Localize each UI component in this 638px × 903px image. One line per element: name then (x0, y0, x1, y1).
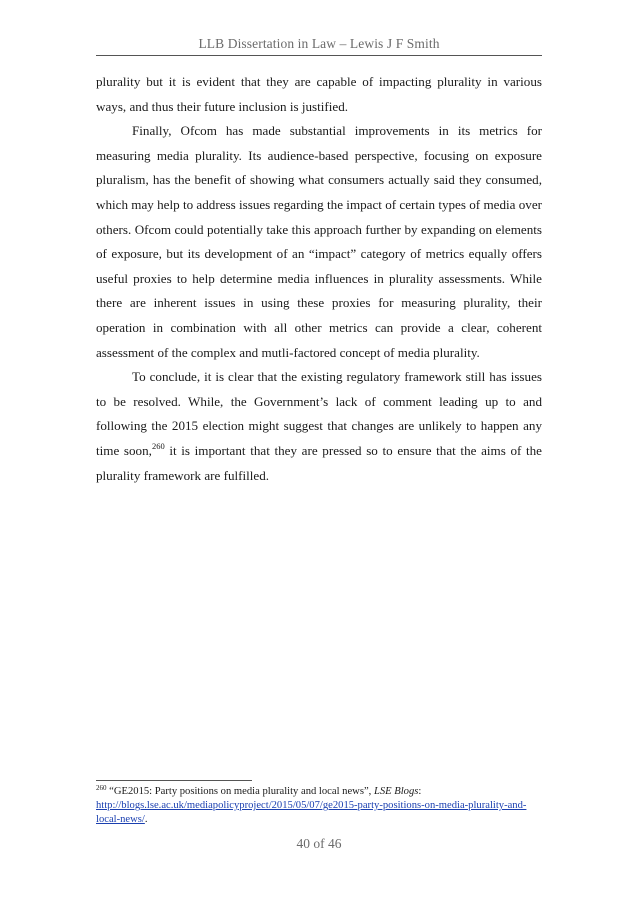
paragraph-conclusion (96, 365, 542, 488)
page-number: 40 of 46 (296, 836, 342, 851)
footnote (96, 785, 542, 827)
footnote-text: “GE2015: Party positions on media plurality and local news”, (106, 786, 374, 797)
footnote-source: LSE Blogs (373, 786, 419, 797)
footnote-number: 260 (96, 784, 107, 792)
header-rule (96, 55, 542, 56)
paragraph-ofcom-metrics: Finally, Ofcom has made substantial improvements in its metrics for measuring media plurality. Its audience-based perspective, focusing on exposure pluralism, has the benefit of showing what consumers actually said they consumed, which may help to address issues regarding the impact of certain types of media over others. Ofcom could potentially take this approach further by expanding on elements of exposure, but its development of an “impact” category of metrics equally offers useful proxies to help determine media influences in plurality assessments. While there are inherent issues in using these proxies for measuring plurality, their operation in combination with all other metrics can provide a clear, coherent assessment of the complex and mutli-factored concept of media plurality. (96, 123, 542, 360)
footnote-separator (96, 780, 252, 781)
paragraph-continuation: plurality but it is evident that they are capable of impacting plurality in various ways, and thus their future inclusion is justified. (96, 74, 542, 114)
footnote-period: . (144, 814, 148, 825)
conclusion-text-start: To conclude, it is clear that the existing regulatory framework still has issues to be resolved. While, the Government’s lack of comment leading up to and following the 2015 election might suggest that changes are unlikely to happen any time soon, (96, 369, 542, 458)
running-header: LLB Dissertation in Law – Lewis J F Smith (198, 36, 440, 51)
footnote-link[interactable]: http://blogs.lse.ac.uk/mediapolicyproject/2015/05/07/ge2015-party-positions-on-media-plurality-and-local-news/ (96, 800, 527, 825)
body-text (96, 70, 542, 488)
conclusion-text-end: it is important that they are pressed so to ensure that the aims of the plurality framework are fulfilled. (96, 442, 542, 483)
footnote-colon: : (418, 786, 422, 797)
footnote-reference[interactable]: 260 (151, 440, 165, 451)
